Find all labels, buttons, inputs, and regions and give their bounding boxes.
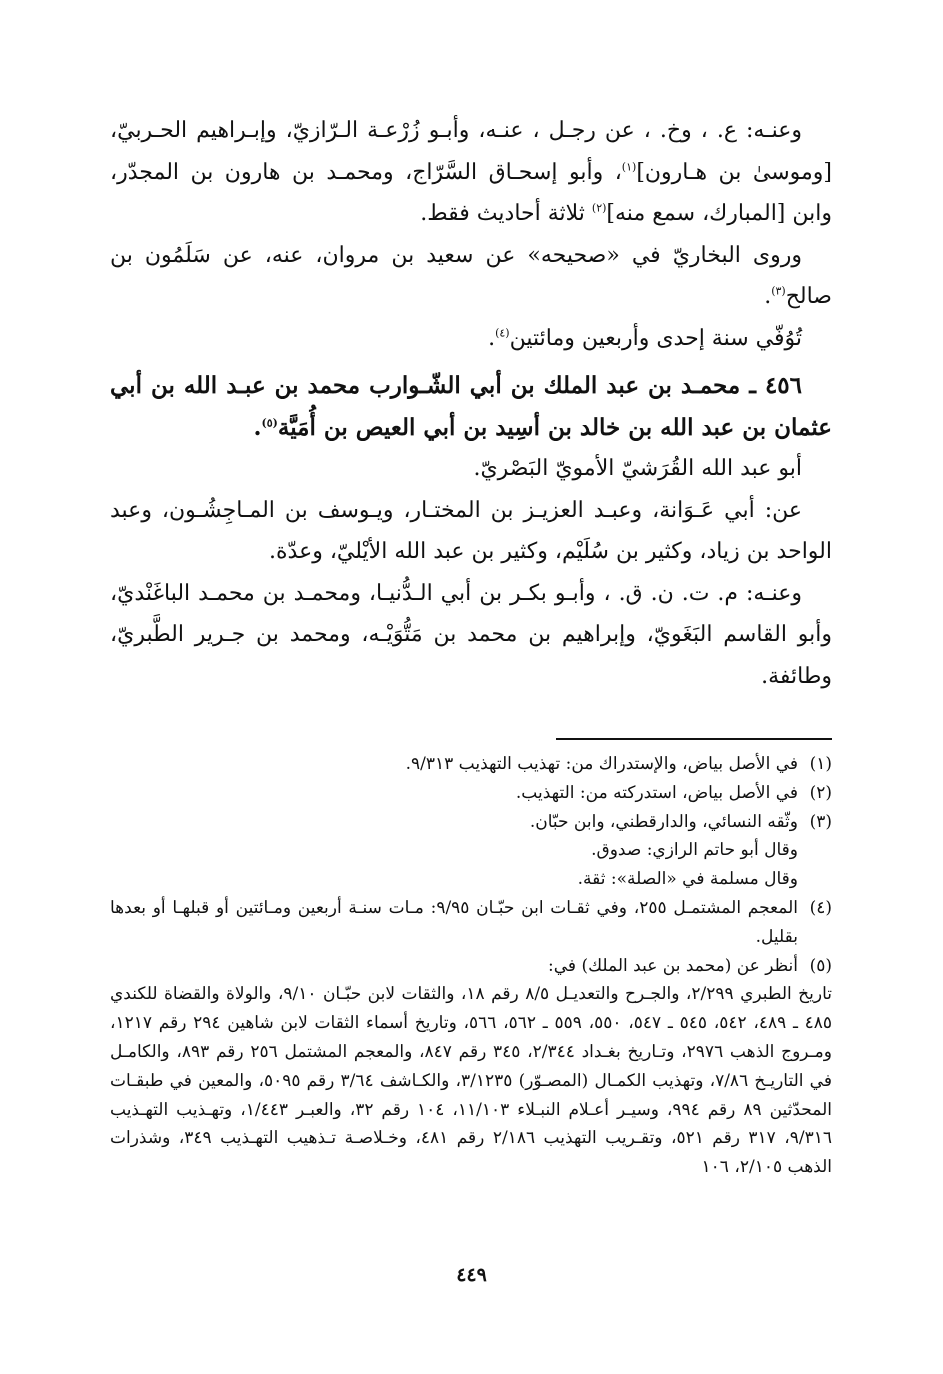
entry-heading [110,365,832,448]
entry-title: ٤٥٦ ـ محمـد بن عبد الملك بن أبي الشّـوارب محمد بن عبـد الله بن أبي عثمان بن عبد الله بن خالد بن أسِيد بن أبي العيص بن أُمَيَّة [110,372,832,441]
footnote-text: في الأصل بياض، والإستدراك من: تهذيب التهذيب ٩/٣١٣. [405,754,798,774]
footnote-number: (٢) [809,782,832,803]
paragraph-bukhari [110,235,832,318]
footnote-text: المعجم المشتمـل ٢٥٥، وفي ثقـات ابن حبّـان ٩/٩٥: مـات سنـة أربعين ومـائتين أو قبلهـا أو بعدها بقليل. [110,897,798,947]
footnote-divider [556,738,832,740]
text-segment: وعنـه: ع. ، وخ. ، عن رجـل ، عنـه، وأبـو زُرْعـة الـرّازيّ، وإبـراهيم الحـربيّ، [وموسىٰ بن هـارون] [110,118,832,185]
footnote-ref[interactable]: (١) [621,160,637,174]
footnote-text: وثّقه النسائي، والدارقطني، وابن حبّان. [529,811,798,832]
footnote-text: وقال مسلمة في «الصلة»: ثقة. [577,869,798,890]
footnotes [110,750,832,1182]
paragraph-students: وعنـه: م. ت. ن. ق. ، وأبـو بكـر بن أبي الـدُّنيـا، ومحمـد بن محمـد الباغَنْديّ، وأبو القاسم البَغَويّ، وإبراهيم بن محمد بن مَتُّوَيْـه، ومحمد بن جـرير الطَّبريّ، وطائفة. [110,580,832,689]
main-text [110,110,832,697]
footnote-text: في الأصل بياض، استدركته من: التهذيب. [515,782,798,803]
footnote-item [110,779,832,808]
text-segment: ، وأبو إسحـاق السَّرّاج، ومحمـد بن هارون بن المجدّر، وابن [المبارك، سمع منه] [110,159,832,226]
punctuation: . [764,284,772,309]
footnote-item [110,952,832,981]
footnote-number: (٣) [809,811,832,832]
text-segment: تُوُفّي سنة إحدى وأربعين ومائتين [509,325,802,351]
footnote-item [110,750,832,779]
footnote-ref[interactable]: (٢) [591,201,607,215]
punctuation: . [488,325,496,351]
footnote-text: أنظر عن (محمد بن عبد الملك) في: [548,955,798,976]
footnote-number: (٤) [809,897,832,918]
punctuation: . [253,413,262,441]
footnote-ref[interactable]: (٤) [495,326,510,340]
text-segment: وروى البخاريّ في «صحيحه» عن سعيد بن مروان، عنه، عن سَلَمُون بن صالح [110,242,832,309]
footnote-number: (١) [809,754,832,774]
paragraph-kunya: أبو عبد الله القُرَشيّ الأمويّ البَصْريّ. [473,456,802,481]
footnote-ref[interactable]: (٣) [771,284,786,298]
paragraph-teachers: عن: أبي عَـوَانة، وعبـد العزيـز بن المختـار، ويـوسف بن المـاجِشُـون، وعبد الواحد بن زياد، وكثير بن سُلَيْم، وكثير بن عبد الله الأيْليّ، وعدّة. [110,497,832,564]
page-number: ٤٤٩ [456,1264,487,1286]
footnote-number: (٥) [809,955,832,976]
footnote-ref[interactable]: (٥) [261,415,278,429]
footnote-text: وقال أبو حاتم الرازي: صدوق. [591,840,798,861]
footnote-item [110,808,832,894]
text-segment: ثلاثة أحاديث فقط. [420,201,592,226]
footnote-item [110,894,832,952]
footnote-sources-list: تاريخ الطبري ٢/٢٩٩، والجـرح والتعديـل ٨/٥ رقم ١٨، والثقات لابن حبّـان ٩/١٠، والولاة والقضاة للكندي ٤٨٥ ـ ٤٨٩، ٥٤٢، ٥٤٥ ـ ٥٤٧، ٥٥٠، ٥٥٩ ـ ٥٦٢، ٥٦٦، وتاريخ أسماء الثقات لابن شاهين ٢٩٤ رقم ١٢١٧، ومـروج الذهب ٢٩٧٦، وتـاريخ بغـداد ٢/٣٤٤، ٣٤٥ رقم ٨٤٧، والمعجم المشتمل ٢٥٦ رقم ٨٩٣، والكامـل في التاريـخ ٧/٨٦، وتهذيب الكمـال (المصـوّر) ٣/١٢٣٥، والكـاشف ٣/٦٤ رقم ٥٠٩٥، والمعين في طبقـات المحدّثين ٨٩ رقم ٩٩٤، وسيـر أعـلام النبـلاء ١١/١٠٣، ١٠٤ رقم ٣٢، والعبـر ١/٤٤٣، وتهـذيب التهـذيب ٩/٣١٦، ٣١٧ رقم ٥٢١، وتقـريب التهذيب ٢/١٨٦ رقم ٤٨١، وخـلاصـة تـذهيب التهـذيب ٣٤٩، وشذرات الذهب ٢/١٠٥، ١٠٦ [110,984,833,1178]
paragraph-death [110,318,832,360]
paragraph-narrators-from [110,110,832,235]
